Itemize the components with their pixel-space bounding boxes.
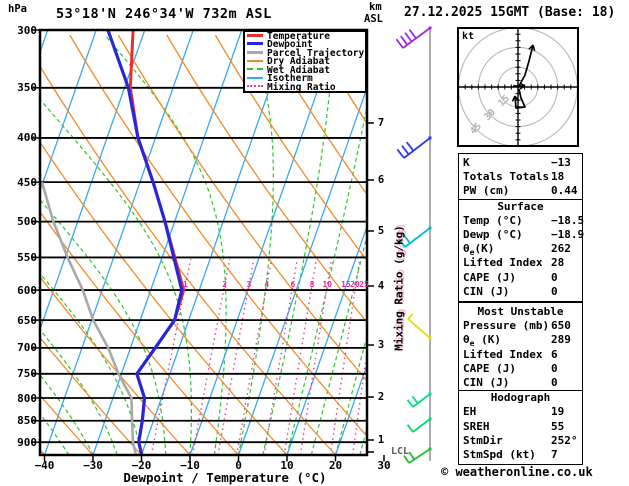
indices-section-header: Most Unstable (477, 305, 564, 318)
indices-row (463, 333, 578, 347)
pressure-tick-label: 900 (17, 435, 37, 449)
index-label: Pressure (mb) (463, 319, 550, 333)
temp-tick-label: −10 (180, 459, 200, 472)
hodograph-unit-label: kt (462, 31, 475, 42)
index-value: 0 (551, 270, 558, 284)
mixing-ratio-value-label: 8 (309, 280, 315, 289)
pressure-tick-label: 700 (17, 341, 37, 355)
legend-item-label: Mixing Ratio (267, 81, 336, 93)
mixing-ratio-value-label: 2 (222, 280, 228, 289)
pressure-tick-label: 750 (17, 367, 37, 381)
index-label: $\theta_e$ (K) (463, 333, 501, 349)
legend-item (247, 81, 365, 93)
indices-row (463, 256, 578, 270)
indices-row (463, 362, 578, 376)
index-label: Lifted Index (463, 256, 543, 270)
km-tick-label: 2 (377, 390, 385, 403)
pressure-tick-label: 600 (17, 283, 37, 297)
wind-barb (408, 418, 432, 433)
km-tick-label: 5 (377, 224, 385, 237)
km-tick-label: 1 (377, 433, 385, 446)
pressure-tick-label: 850 (17, 414, 37, 428)
legend-swatch (247, 51, 263, 54)
wet-adiabat-line (263, 35, 334, 455)
wind-barb (408, 314, 432, 340)
hodograph-ring-label: 30 (482, 107, 498, 123)
index-value: 0 (551, 375, 558, 389)
asl-axis-unit-label: ASL (364, 13, 383, 25)
index-value: 0.44 (551, 184, 578, 198)
indices-row (463, 405, 578, 419)
hodograph-ring-label: 45 (468, 121, 484, 137)
index-label: StmSpd (kt) (463, 447, 536, 461)
indices-section-header: Hodograph (490, 391, 551, 405)
pressure-tick-label: 500 (17, 215, 37, 229)
legend-swatch (247, 34, 263, 37)
indices-section (459, 199, 585, 299)
index-value: 0 (551, 284, 558, 298)
indices-section (459, 156, 582, 199)
index-value: 289 (551, 333, 571, 347)
index-label: StmDir (463, 433, 503, 447)
temp-tick-label: −20 (131, 459, 152, 472)
mixing-ratio-value-label: 6 (290, 280, 296, 289)
indices-row (463, 213, 585, 228)
wind-barb (396, 27, 431, 49)
temp-tick-label: −40 (34, 459, 55, 472)
index-value: 6 (551, 347, 558, 361)
indices-row (463, 156, 578, 170)
index-label: K (463, 156, 470, 169)
km-tick-label: 7 (377, 116, 385, 129)
legend-item-label: Dewpoint (267, 39, 313, 51)
lcl-marker-label: LCL (391, 446, 410, 457)
temp-tick-label: 0 (235, 459, 242, 472)
index-label: Lifted Index (463, 347, 543, 361)
mixing-ratio-value-label: 20 (350, 280, 360, 289)
wind-barb (408, 393, 432, 408)
dry-adiabat-line (70, 35, 384, 455)
km-tick-label: 4 (377, 279, 385, 292)
index-label: $\theta_e(K)$ (463, 242, 495, 258)
pressure-tick-label: 300 (17, 23, 37, 37)
index-label: CAPE (J) (463, 361, 516, 375)
index-value: 18 (551, 170, 565, 184)
temp-tick-label: 30 (377, 459, 391, 472)
index-value: −18.5 (551, 213, 585, 227)
indices-row (463, 348, 578, 362)
indices-row (463, 319, 578, 333)
dry-adiabat-line (21, 35, 335, 455)
mixing-ratio-value-label: 15 (341, 280, 351, 289)
indices-row (463, 242, 578, 256)
isotherm-line (142, 30, 291, 455)
index-value: 55 (551, 419, 565, 433)
temp-tick-label: 20 (328, 459, 343, 472)
indices-section (459, 390, 582, 462)
wet-adiabat-line (336, 35, 446, 455)
km-axis-unit-label: km (369, 1, 382, 13)
legend-item-label: Temperature (267, 31, 330, 42)
wet-adiabat-line (105, 35, 226, 455)
index-label: CIN (J) (463, 375, 510, 389)
indices-row (463, 420, 578, 434)
pressure-tick-label: 800 (17, 391, 37, 405)
wet-adiabat-line (239, 35, 274, 455)
pressure-axis-unit-label: hPa (8, 3, 27, 15)
hodograph-trace (519, 45, 533, 86)
legend-item-label: Dry Adiabat (267, 56, 330, 68)
index-label: Totals Totals (463, 170, 550, 184)
pressure-tick-label: 450 (17, 175, 37, 189)
legend-swatch (247, 68, 263, 70)
indices-row (463, 448, 578, 462)
mixing-ratio-value-label: 3 (246, 280, 252, 289)
index-label: Dewp (°C) (463, 227, 523, 241)
indices-row (463, 170, 578, 184)
isotherm-line (287, 30, 436, 455)
legend-swatch (247, 42, 263, 45)
mixing-ratio-axis-label: Mixing Ratio (g/kg) (392, 225, 406, 351)
legend-item-label: Parcel Trajectory (267, 47, 365, 59)
index-value: 0 (551, 361, 558, 375)
km-tick-label: 6 (377, 173, 385, 186)
indices-section (459, 305, 582, 390)
index-label: CAPE (J) (463, 270, 516, 284)
pressure-tick-label: 550 (17, 250, 37, 264)
hodograph-ring-label: 15 (496, 93, 512, 109)
isotherm-line (93, 30, 242, 455)
indices-row (463, 434, 578, 448)
legend-swatch (247, 85, 263, 87)
pressure-tick-label: 400 (17, 131, 37, 145)
temp-tick-label: −30 (83, 459, 103, 472)
indices-row (463, 227, 585, 242)
wind-barb (397, 137, 431, 159)
temp-tick-label: 10 (280, 459, 294, 472)
indices-panel-top (458, 153, 583, 302)
pressure-tick-label: 650 (17, 313, 37, 327)
index-value: 28 (551, 256, 565, 270)
indices-section-header: Surface (497, 199, 544, 213)
index-label: PW (cm) (463, 184, 510, 198)
legend-item-label: Isotherm (267, 73, 313, 85)
indices-row (463, 271, 578, 285)
index-value: 262 (551, 242, 571, 256)
index-value: 7 (551, 447, 558, 461)
mixing-ratio-value-label: 1 (182, 280, 188, 289)
plot-border (40, 30, 367, 455)
mixing-ratio-value-label: 10 (322, 280, 333, 289)
mixing-ratio-value-label: 25 (359, 280, 369, 289)
indices-panel-bottom (458, 302, 583, 465)
km-tick-label: 3 (377, 338, 385, 351)
station-title: 53°18'N 246°34'W 732m ASL (56, 6, 272, 22)
index-value: 252° (551, 433, 578, 447)
index-value: 19 (551, 405, 565, 419)
legend-swatch (247, 77, 263, 79)
legend-swatch (247, 60, 263, 62)
datetime-title: 27.12.2025 15GMT (Base: 18) (404, 5, 616, 20)
dry-adiabat-line (167, 35, 481, 455)
index-label: SREH (463, 419, 490, 433)
mixing-ratio-value-label: 4 (264, 280, 270, 289)
indices-row (463, 184, 578, 198)
pressure-tick-label: 350 (17, 81, 37, 95)
legend-item-label: Wet Adiabat (267, 64, 330, 76)
indices-row (463, 285, 578, 299)
index-label: Temp (°C) (463, 213, 523, 227)
x-axis-title: Dewpoint / Temperature (°C) (123, 470, 327, 485)
index-label: CIN (J) (463, 284, 510, 298)
index-value: −18.9 (551, 227, 585, 241)
index-label: EH (463, 405, 477, 419)
credit-footer: © weatheronline.co.uk (441, 465, 593, 479)
index-value: −13 (551, 156, 571, 169)
indices-row (463, 376, 578, 390)
isotherm-line (190, 30, 339, 455)
chart-legend (243, 30, 367, 93)
index-value: 650 (551, 319, 571, 333)
